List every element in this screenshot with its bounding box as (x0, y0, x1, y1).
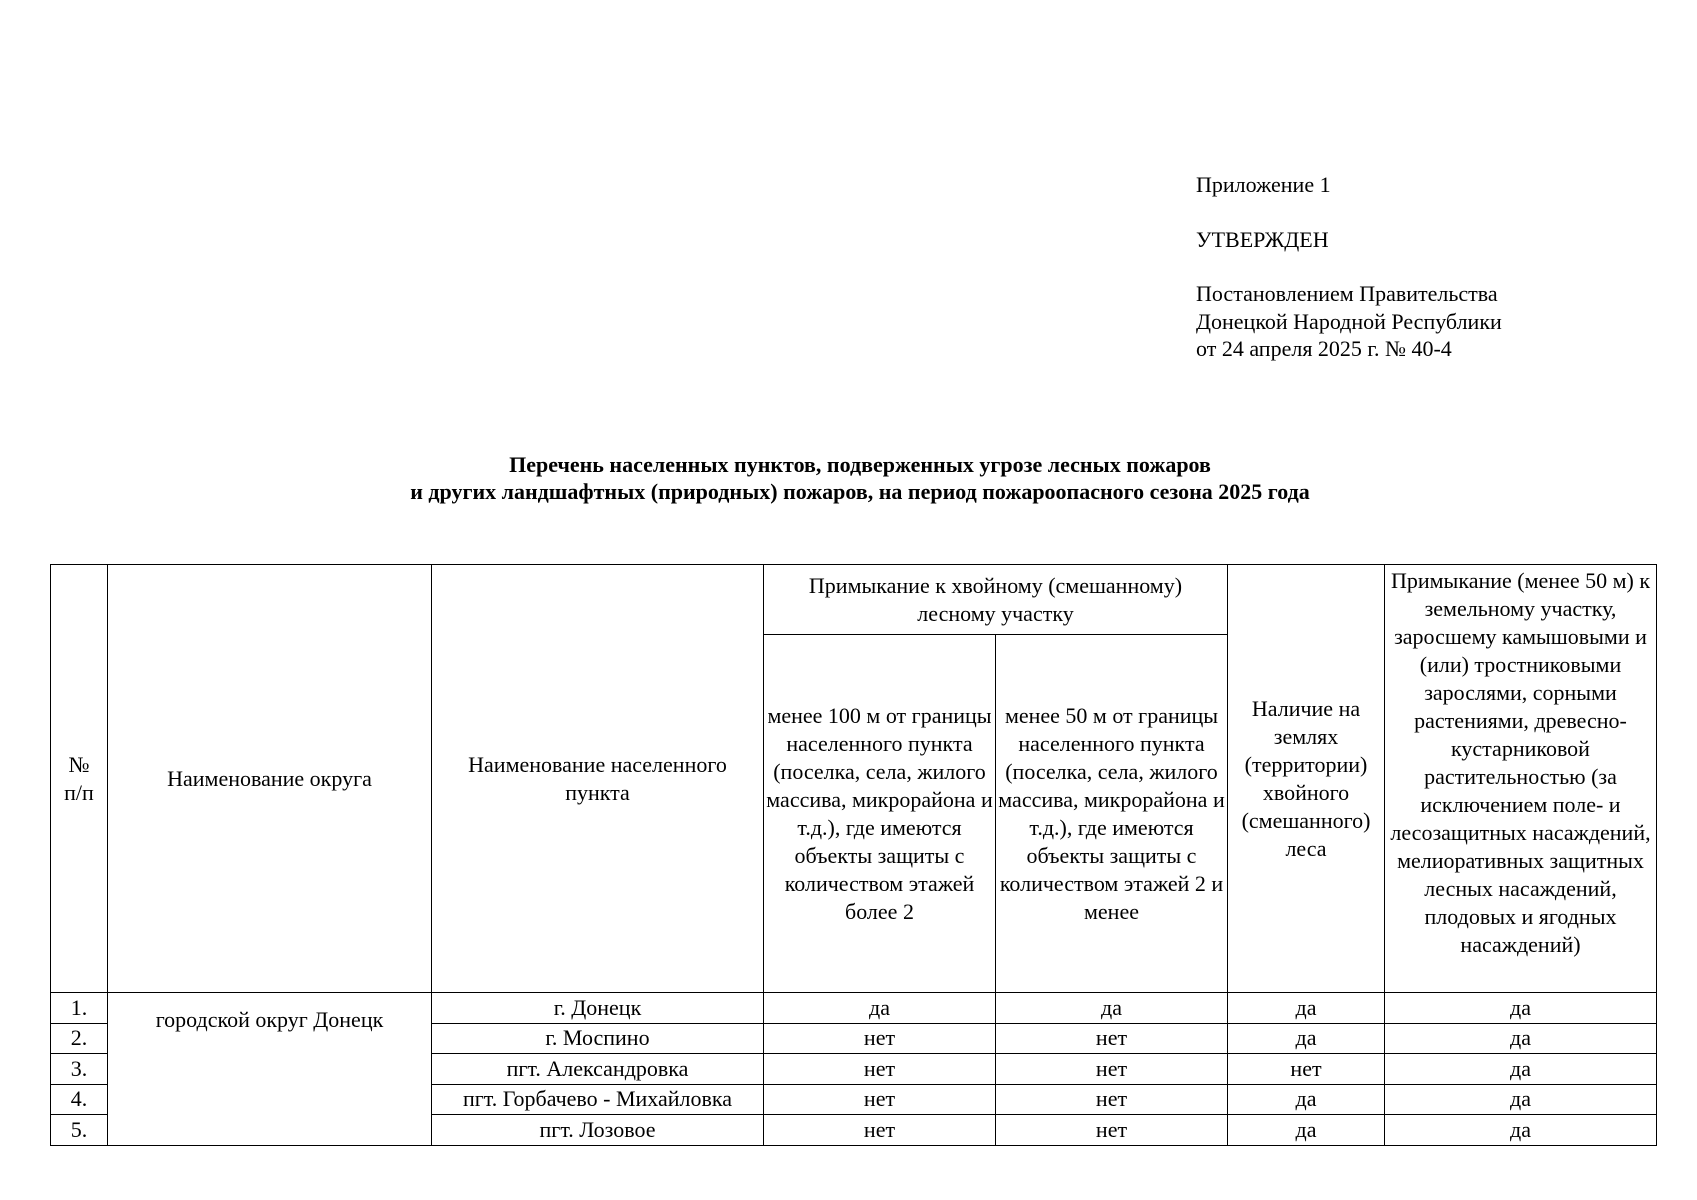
under-50-value: да (996, 993, 1228, 1024)
reeds-value: да (1385, 1054, 1657, 1085)
document-title (0, 451, 1697, 505)
row-number: 5. (51, 1115, 108, 1146)
under-100-value: нет (764, 1084, 996, 1115)
header-number: № п/п (51, 565, 108, 993)
under-50-value: нет (996, 1084, 1228, 1115)
under-50-value: нет (996, 1023, 1228, 1054)
under-100-value: да (764, 993, 996, 1024)
under-100-value: нет (764, 1023, 996, 1054)
table-row (51, 993, 1657, 1024)
forest-value: да (1228, 993, 1385, 1024)
resolution-line-2: Донецкой Народной Республики (1196, 308, 1502, 334)
header-reeds: Примыкание (менее 50 м) к земельному участку, заросшему камышовыми и (или) тростниковыми зарослями, сорными растениями, древесно-кустарниковой растительностью (за исключением поле- и лесозащитных насаждений, мелиоративных защитных лесных насаждений, плодовых и ягодных насаждений) (1385, 565, 1657, 993)
under-50-value: нет (996, 1054, 1228, 1085)
settlement-name: г. Донецк (432, 993, 764, 1024)
settlement-name: пгт. Александровка (432, 1054, 764, 1085)
settlement-name: пгт. Горбачево - Михайловка (432, 1084, 764, 1115)
forest-value: да (1228, 1023, 1385, 1054)
header-district: Наименование округа (108, 565, 432, 993)
appendix-label: Приложение 1 (1196, 172, 1331, 197)
reeds-value: да (1385, 1023, 1657, 1054)
row-number: 2. (51, 1023, 108, 1054)
forest-value: да (1228, 1115, 1385, 1146)
row-number: 4. (51, 1084, 108, 1115)
title-line-2: и других ландшафтных (природных) пожаров, на период пожароопасного сезона 2025 года (410, 479, 1310, 504)
under-100-value: нет (764, 1054, 996, 1085)
header-under-100: менее 100 м от границы населенного пункта (поселка, села, жилого массива, микрорайона и т.д.), где имеются объекты защиты с количеством этажей более 2 (764, 635, 996, 993)
header-settlement: Наименование населенного пункта (432, 565, 764, 993)
reeds-value: да (1385, 1115, 1657, 1146)
settlement-name: пгт. Лозовое (432, 1115, 764, 1146)
forest-value: нет (1228, 1054, 1385, 1085)
approval-block (1196, 171, 1502, 363)
header-coniferous-group: Примыкание к хвойному (смешанному) лесному участку (764, 565, 1228, 635)
title-line-1: Перечень населенных пунктов, подверженных угрозе лесных пожаров (509, 452, 1211, 477)
under-100-value: нет (764, 1115, 996, 1146)
under-50-value: нет (996, 1115, 1228, 1146)
approved-label: УТВЕРЖДЕН (1196, 226, 1329, 252)
row-number: 3. (51, 1054, 108, 1085)
forest-value: да (1228, 1084, 1385, 1115)
settlements-table (50, 564, 1657, 1146)
district-cell (108, 993, 432, 1146)
reeds-value: да (1385, 1084, 1657, 1115)
settlement-name: г. Моспино (432, 1023, 764, 1054)
reeds-value: да (1385, 993, 1657, 1024)
district-name: городской округ Донецк (155, 1007, 384, 1032)
header-forest-presence: Наличие на землях (территории) хвойного (смешанного) леса (1228, 565, 1385, 993)
header-row-1 (51, 565, 1657, 635)
resolution-line-3: от 24 апреля 2025 г. № 40-4 (1196, 336, 1452, 361)
resolution-line-1: Постановлением Правительства (1196, 281, 1498, 306)
header-under-50: менее 50 м от границы населенного пункта (поселка, села, жилого массива, микрорайона и т.д.), где имеются объекты защиты с количеством этажей 2 и менее (996, 635, 1228, 993)
row-number: 1. (51, 993, 108, 1024)
